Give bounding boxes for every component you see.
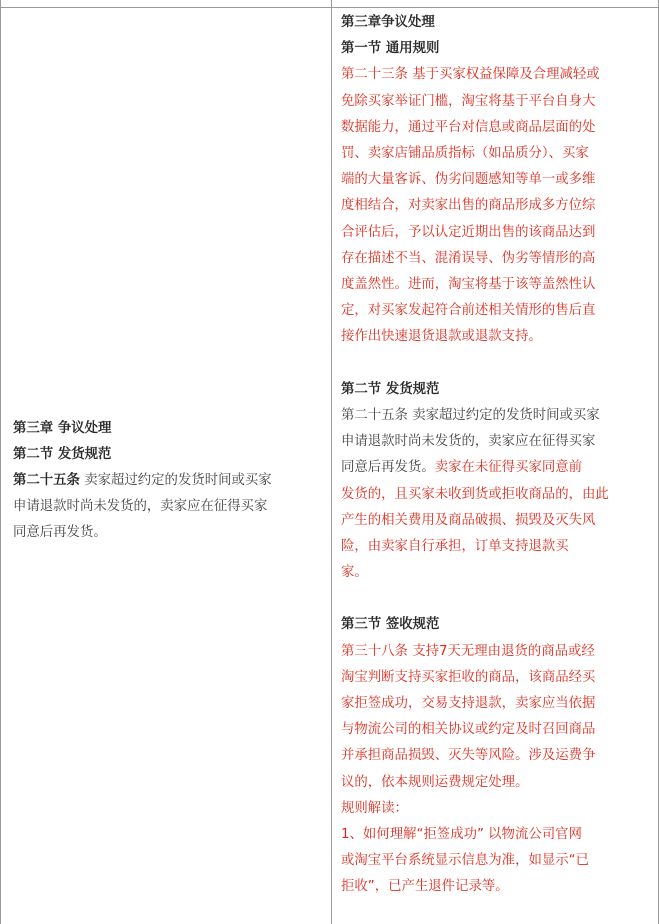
table-top-border: [1, 7, 659, 8]
article-23-line: 数据能力，通过平台对信息或商品层面的处: [341, 119, 596, 135]
article-38-line: 与物流公司的相关协议或约定及时召回商品: [341, 722, 596, 738]
article-25-line: 险，由卖家自行承担，订单支持退款买: [341, 539, 569, 555]
article-23-line: 合评估后，予以认定近期出售的该商品达到: [341, 224, 596, 240]
rule-interpretation-label: 规则解读：: [341, 800, 408, 816]
article-25-line: 发货的，且买家未收到货或拒收商品的，由此: [341, 486, 609, 502]
article-25-added-text: 卖家在未征得买家同意前: [434, 460, 583, 476]
article-38-line: 议的，依本规则运费规定处理。: [341, 774, 529, 790]
article-25: [341, 403, 651, 586]
column-divider: [331, 0, 332, 924]
spacer: [341, 586, 651, 612]
article-23-line: 存在描述不当、混淆误导、伪劣等情形的高: [341, 250, 596, 266]
article-23-line: 端的大量客诉、伪劣问题感知等单一或多维: [341, 172, 596, 188]
article-25-line: [341, 455, 651, 481]
right-section-heading: 第三节 签收规范: [341, 617, 440, 633]
article-38-line: 第三十八条 支持7天无理由退货的商品或经: [341, 643, 595, 659]
article-23: [341, 62, 651, 350]
left-article-line: 申请退款时尚未发货的，卖家应在征得买家: [13, 499, 268, 514]
left-article-number: 第二十五条: [13, 473, 80, 488]
left-chapter-heading: 第三章 争议处理: [13, 421, 112, 436]
article-23-line: 免除买家举证门槛，淘宝将基于平台自身大: [341, 93, 596, 109]
article-25-line: 第二十五条 卖家超过约定的发货时间或买家: [341, 408, 600, 424]
article-38-line: 并承担商品损毁、灭失等风险。涉及运费争: [341, 748, 596, 764]
article-23-line: 度相结合，对卖家出售的商品形成多方位综: [341, 198, 596, 214]
right-section-heading: 第二节 发货规范: [341, 381, 440, 397]
article-23-line: 定，对买家发起符合前述相关情形的售后直: [341, 303, 596, 319]
article-38-line: 家拒签成功，交易支持退款，卖家应当依据: [341, 696, 596, 712]
article-23-line: 罚、卖家店铺品质指标（如品质分）、买家: [341, 146, 589, 162]
article-38-line: 拒收”，已产生退件记录等。: [341, 879, 509, 895]
article-23-line: 第二十三条 基于买家权益保障及合理减轻或: [341, 67, 600, 83]
article-38-line: 或淘宝平台系统显示信息为准，如显示“已: [341, 853, 589, 869]
left-article-line: [13, 468, 327, 494]
article-25-gray-text: 同意后再发货。: [341, 460, 435, 476]
article-25-line: 申请退款时尚未发货的，卖家应在征得买家: [341, 434, 596, 450]
article-25-line: 家。: [341, 565, 368, 581]
right-cell: [341, 10, 651, 901]
article-38-line: 淘宝判断支持买家拒收的商品，该商品经买: [341, 669, 596, 685]
right-section-heading: 第一节 通用规则: [341, 41, 440, 57]
left-article-text: 卖家超过约定的发货时间或买家: [79, 473, 272, 488]
left-article-line: 同意后再发货。: [13, 525, 107, 540]
right-chapter-heading: 第三章争议处理: [341, 15, 435, 30]
article-23-line: 度盖然性。进而，淘宝将基于该等盖然性认: [341, 277, 596, 293]
article-38: [341, 639, 651, 901]
article-23-line: 接作出快速退货退款或退款支持。: [341, 329, 542, 345]
spacer: [341, 351, 651, 377]
left-cell: [13, 416, 327, 546]
article-38-line: 1、如何理解“拒签成功” 以物流公司官网: [341, 827, 582, 843]
article-25-line: 产生的相关费用及商品破损、损毁及灭失风: [341, 512, 596, 528]
left-section-heading: 第二节 发货规范: [13, 447, 112, 462]
